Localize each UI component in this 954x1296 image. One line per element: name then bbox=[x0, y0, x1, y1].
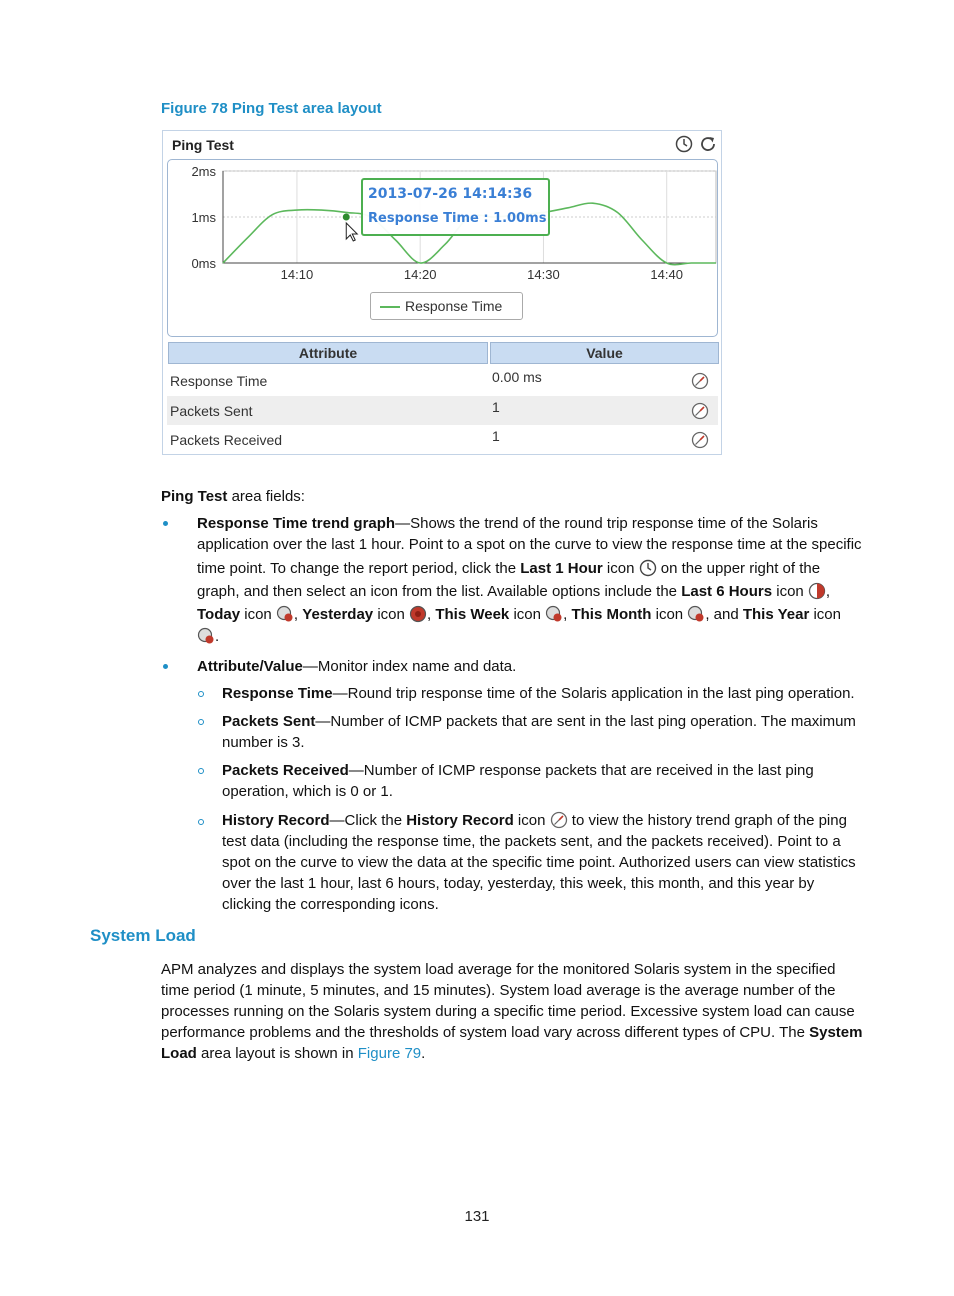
system-load-paragraph: APM analyzes and displays the system load average for the monitored Solaris system in the specified time period (1 minute, 5 minutes, and 15 minutes). System load average is the average number of the processes running on the Solaris system during a specific time period. Excessive system load can cause performance problems and the thresholds of system load vary across different types of CPU. The System Load area layout is shown in Figure 79. bbox=[161, 961, 863, 1062]
x-tick-label: 14:10 bbox=[280, 267, 314, 282]
x-tick-label: 14:40 bbox=[650, 267, 683, 282]
last-1-hour-icon[interactable] bbox=[639, 559, 657, 577]
legend-swatch bbox=[380, 306, 400, 308]
history-record-icon[interactable] bbox=[691, 431, 709, 449]
table-row bbox=[167, 366, 718, 395]
last-6-hours-icon[interactable] bbox=[808, 582, 826, 600]
chart-legend[interactable] bbox=[370, 292, 523, 320]
table-header-value: Value bbox=[490, 342, 719, 364]
hover-point[interactable] bbox=[343, 214, 350, 221]
today-icon[interactable] bbox=[276, 605, 294, 623]
refresh-icon[interactable] bbox=[699, 135, 717, 153]
fields-intro: Ping Test area fields: bbox=[161, 488, 305, 505]
panel-title: Ping Test bbox=[172, 137, 234, 153]
row-attribute: Response Time bbox=[170, 373, 268, 389]
row-attribute: Packets Sent bbox=[170, 403, 253, 419]
row-value: 1 bbox=[492, 428, 500, 444]
history-record-icon[interactable] bbox=[691, 372, 709, 390]
bullet-dot bbox=[163, 521, 168, 526]
chart-tooltip bbox=[361, 178, 550, 236]
y-tick-label: 2ms bbox=[191, 164, 216, 179]
table-row bbox=[167, 425, 718, 454]
row-value: 0.00 ms bbox=[492, 369, 542, 385]
y-tick-label: 0ms bbox=[191, 256, 216, 271]
legend-label: Response Time bbox=[405, 298, 503, 314]
tooltip-time: 2013-07-26 14:14:36 bbox=[368, 186, 533, 202]
row-value: 1 bbox=[492, 399, 500, 415]
sub-bullet-circle bbox=[198, 691, 204, 697]
sub-bullet-packets-received: Packets Received—Number of ICMP response packets that are received in the last ping operation, which is 0 or 1. bbox=[222, 762, 814, 800]
bullet-dot bbox=[163, 664, 168, 669]
table-row bbox=[167, 396, 718, 425]
y-tick-label: 1ms bbox=[191, 210, 216, 225]
page-number: 131 bbox=[464, 1208, 490, 1225]
clock-icon[interactable] bbox=[675, 135, 693, 153]
sub-bullet-packets-sent: Packets Sent—Number of ICMP packets that are sent in the last ping operation. The maximum number is 3. bbox=[222, 713, 856, 751]
response-time-chart bbox=[167, 159, 718, 337]
section-title-system-load: System Load bbox=[90, 926, 196, 945]
figure-79-link[interactable]: Figure 79 bbox=[357, 1045, 422, 1062]
history-record-icon[interactable] bbox=[691, 402, 709, 420]
bullet-attribute-value: Attribute/Value—Monitor index name and data. bbox=[197, 658, 517, 675]
bullet-response-time-graph: Response Time trend graph—Shows the trend of the round trip response time of the Solaris application over the last 1 hour. Point to a spot on the curve to view the response time at the specific time point. To change the report period, click the Last 1 Hour icon on the upper right of the graph, and then select an icon from the list. Available options include the Last 6 Hours icon , Today icon , Yesterday icon , This Week icon , This Month icon , and This Year icon . bbox=[197, 515, 862, 645]
sub-bullet-history-record: History Record—Click the History Record icon to view the history trend graph of the ping test data (including the response time, the packets sent, and the packets received). Point to a spot on the curve to view the data at the specific time point. Authorized users can view statistics over the last 1 hour, last 6 hours, today, yesterday, this week, this month, and this year by clicking the corresponding icons. bbox=[222, 812, 856, 913]
cursor-icon bbox=[346, 223, 357, 241]
figure-caption: Figure 78 Ping Test area layout bbox=[161, 100, 382, 117]
x-tick-label: 14:30 bbox=[527, 267, 560, 282]
this-week-icon[interactable] bbox=[545, 605, 563, 623]
ping-test-panel bbox=[162, 130, 722, 455]
tooltip-value: Response Time : 1.00ms bbox=[368, 211, 547, 226]
this-month-icon[interactable] bbox=[687, 605, 705, 623]
yesterday-icon[interactable] bbox=[409, 605, 427, 623]
sub-bullet-circle bbox=[198, 768, 204, 774]
this-year-icon[interactable] bbox=[197, 627, 215, 645]
sub-bullet-circle bbox=[198, 819, 204, 825]
x-tick-label: 14:20 bbox=[403, 267, 437, 282]
sub-bullet-response-time: Response Time—Round trip response time of the Solaris application in the last ping operation. bbox=[222, 685, 855, 702]
row-attribute: Packets Received bbox=[170, 432, 283, 448]
table-header-attribute: Attribute bbox=[168, 342, 488, 364]
history-record-icon[interactable] bbox=[550, 811, 568, 829]
sub-bullet-circle bbox=[198, 719, 204, 725]
